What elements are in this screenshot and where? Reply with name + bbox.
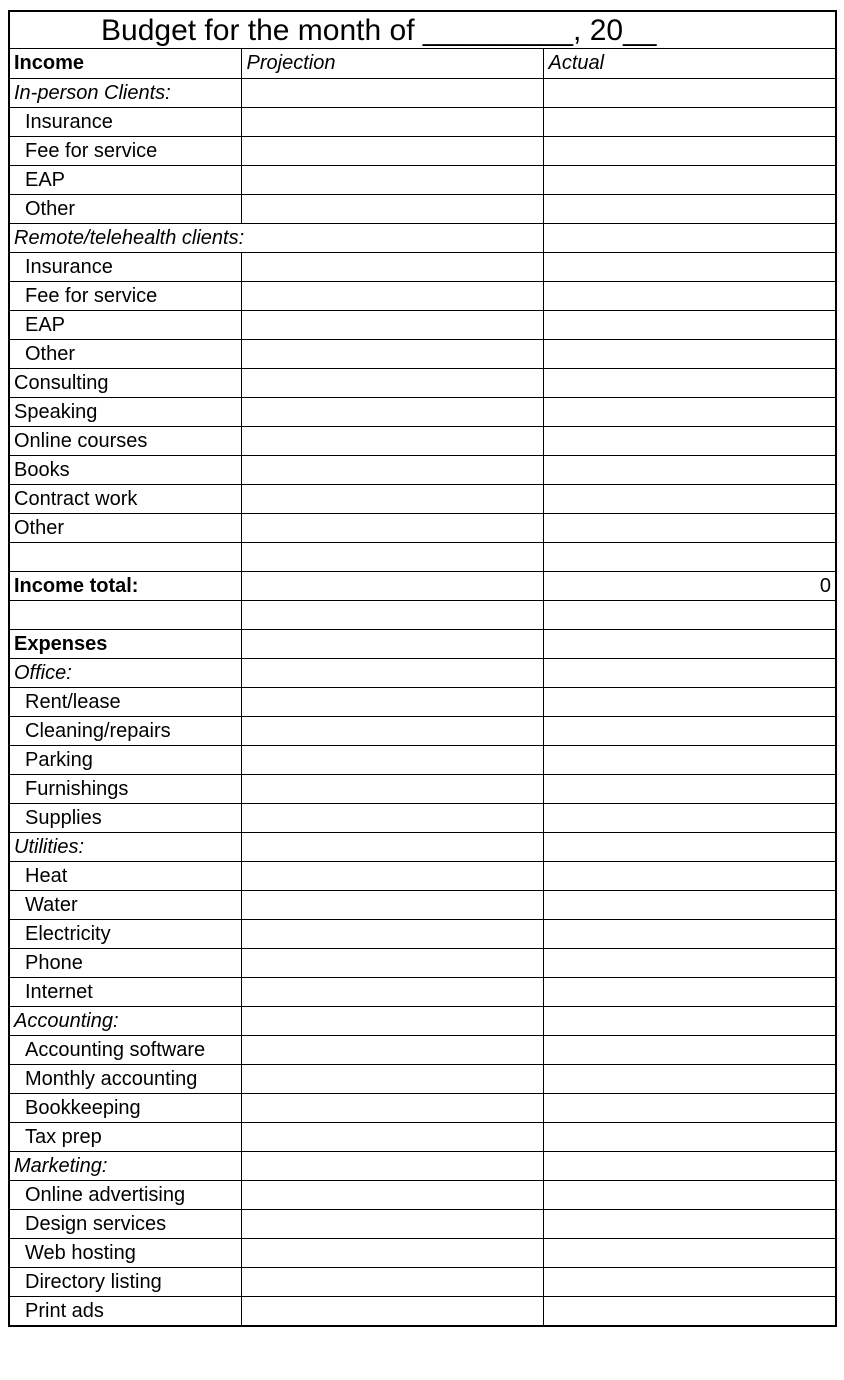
row-label: Remote/telehealth clients:	[10, 223, 241, 252]
actual-cell[interactable]	[543, 136, 835, 165]
table-row	[10, 977, 835, 1006]
projection-cell[interactable]	[241, 600, 543, 629]
projection-cell[interactable]	[241, 1151, 543, 1180]
table-row	[10, 1122, 835, 1151]
row-label: Online courses	[10, 426, 241, 455]
table-row	[10, 1006, 835, 1035]
projection-cell[interactable]	[241, 629, 543, 658]
actual-cell[interactable]	[543, 107, 835, 136]
table-row	[10, 1064, 835, 1093]
table-row	[10, 1209, 835, 1238]
row-label: Bookkeeping	[10, 1093, 241, 1122]
table-row	[10, 223, 835, 252]
table-row	[10, 687, 835, 716]
table-row	[10, 1180, 835, 1209]
projection-cell[interactable]	[241, 977, 543, 1006]
actual-cell[interactable]: 0	[543, 571, 835, 600]
row-label: Internet	[10, 977, 241, 1006]
projection-cell[interactable]	[241, 78, 543, 107]
row-label: Insurance	[10, 252, 241, 281]
projection-cell[interactable]	[241, 484, 543, 513]
row-label: Phone	[10, 948, 241, 977]
row-label: Accounting:	[10, 1006, 241, 1035]
header-projection: Projection	[241, 49, 543, 78]
projection-cell[interactable]	[241, 1093, 543, 1122]
table-row	[10, 774, 835, 803]
row-label: Marketing:	[10, 1151, 241, 1180]
projection-cell[interactable]	[241, 1035, 543, 1064]
projection-cell[interactable]	[241, 252, 543, 281]
table-row	[10, 919, 835, 948]
actual-cell[interactable]	[543, 252, 835, 281]
projection-cell[interactable]	[241, 107, 543, 136]
projection-cell[interactable]	[241, 426, 543, 455]
actual-cell[interactable]	[543, 861, 835, 890]
table-row	[10, 78, 835, 107]
row-label: Other	[10, 339, 241, 368]
projection-cell[interactable]	[241, 1122, 543, 1151]
table-row	[10, 1093, 835, 1122]
table-row	[10, 136, 835, 165]
row-label: Books	[10, 455, 241, 484]
projection-cell[interactable]	[241, 513, 543, 542]
actual-cell[interactable]	[543, 977, 835, 1006]
projection-cell[interactable]	[241, 281, 543, 310]
actual-cell[interactable]	[543, 1093, 835, 1122]
row-label: Tax prep	[10, 1122, 241, 1151]
row-label	[10, 600, 241, 629]
actual-cell[interactable]	[543, 513, 835, 542]
projection-cell[interactable]	[241, 397, 543, 426]
table-row	[10, 948, 835, 977]
row-label: Heat	[10, 861, 241, 890]
table-row	[10, 658, 835, 687]
row-label: Insurance	[10, 107, 241, 136]
projection-cell[interactable]	[241, 571, 543, 600]
actual-cell[interactable]	[543, 397, 835, 426]
row-label: Water	[10, 890, 241, 919]
table-row	[10, 310, 835, 339]
header-row	[10, 49, 835, 78]
actual-cell[interactable]	[543, 455, 835, 484]
row-label: Expenses	[10, 629, 241, 658]
row-label: Design services	[10, 1209, 241, 1238]
projection-cell[interactable]	[241, 745, 543, 774]
actual-cell[interactable]	[543, 1064, 835, 1093]
row-label: Online advertising	[10, 1180, 241, 1209]
actual-cell[interactable]	[543, 1006, 835, 1035]
actual-cell[interactable]	[543, 484, 835, 513]
row-label: Electricity	[10, 919, 241, 948]
actual-cell[interactable]	[543, 745, 835, 774]
row-label: Supplies	[10, 803, 241, 832]
projection-cell[interactable]	[241, 861, 543, 890]
table-row	[10, 281, 835, 310]
actual-cell[interactable]	[543, 281, 835, 310]
actual-cell[interactable]	[543, 948, 835, 977]
table-row	[10, 455, 835, 484]
actual-cell[interactable]	[543, 165, 835, 194]
table-row	[10, 194, 835, 223]
projection-cell[interactable]	[241, 1267, 543, 1296]
actual-cell[interactable]	[543, 1180, 835, 1209]
budget-sheet	[8, 10, 837, 1327]
actual-cell[interactable]	[543, 600, 835, 629]
row-label: Cleaning/repairs	[10, 716, 241, 745]
actual-cell[interactable]	[543, 78, 835, 107]
projection-cell[interactable]	[241, 136, 543, 165]
projection-cell[interactable]	[241, 716, 543, 745]
row-label: Office:	[10, 658, 241, 687]
projection-cell[interactable]	[241, 1180, 543, 1209]
actual-cell[interactable]	[543, 629, 835, 658]
actual-cell[interactable]	[543, 658, 835, 687]
actual-cell[interactable]	[543, 310, 835, 339]
projection-cell[interactable]	[241, 1006, 543, 1035]
actual-cell[interactable]	[543, 803, 835, 832]
header-income: Income	[10, 49, 241, 78]
projection-cell[interactable]	[241, 542, 543, 571]
actual-cell[interactable]	[543, 194, 835, 223]
actual-cell[interactable]	[543, 339, 835, 368]
table-row	[10, 1151, 835, 1180]
table-row	[10, 1035, 835, 1064]
projection-cell[interactable]	[241, 455, 543, 484]
projection-cell[interactable]	[241, 339, 543, 368]
table-row	[10, 484, 835, 513]
projection-cell[interactable]	[241, 1296, 543, 1325]
actual-cell[interactable]	[543, 1209, 835, 1238]
table-row	[10, 600, 835, 629]
actual-cell[interactable]	[543, 716, 835, 745]
actual-cell[interactable]	[543, 1267, 835, 1296]
row-label: Other	[10, 513, 241, 542]
projection-cell[interactable]	[241, 774, 543, 803]
projection-cell[interactable]	[241, 687, 543, 716]
projection-cell[interactable]	[241, 948, 543, 977]
table-row	[10, 803, 835, 832]
table-row	[10, 107, 835, 136]
table-row	[10, 426, 835, 455]
budget-table	[10, 49, 835, 1325]
projection-cell[interactable]	[241, 832, 543, 861]
row-label: Income total:	[10, 571, 241, 600]
row-label: EAP	[10, 310, 241, 339]
actual-cell[interactable]	[543, 687, 835, 716]
projection-cell[interactable]	[241, 194, 543, 223]
projection-cell[interactable]	[241, 368, 543, 397]
row-label: Print ads	[10, 1296, 241, 1325]
actual-cell[interactable]	[543, 223, 835, 252]
row-label: Rent/lease	[10, 687, 241, 716]
actual-cell[interactable]	[543, 890, 835, 919]
projection-cell[interactable]	[241, 919, 543, 948]
projection-cell[interactable]	[241, 223, 543, 252]
sheet-title: Budget for the month of _________, 20__	[10, 12, 835, 49]
table-row	[10, 397, 835, 426]
projection-cell[interactable]	[241, 803, 543, 832]
table-row	[10, 571, 835, 600]
table-row	[10, 368, 835, 397]
actual-cell[interactable]	[543, 368, 835, 397]
row-label: Monthly accounting	[10, 1064, 241, 1093]
row-label: Fee for service	[10, 136, 241, 165]
projection-cell[interactable]	[241, 1064, 543, 1093]
actual-cell[interactable]	[543, 426, 835, 455]
actual-cell[interactable]	[543, 1122, 835, 1151]
table-row	[10, 832, 835, 861]
header-actual: Actual	[548, 52, 605, 75]
projection-cell[interactable]	[241, 658, 543, 687]
row-label	[10, 542, 241, 571]
table-row	[10, 629, 835, 658]
row-label: Other	[10, 194, 241, 223]
actual-cell[interactable]	[543, 1296, 835, 1325]
projection-cell[interactable]	[241, 165, 543, 194]
row-label: Accounting software	[10, 1035, 241, 1064]
actual-cell[interactable]	[543, 832, 835, 861]
actual-cell[interactable]	[543, 919, 835, 948]
projection-cell[interactable]	[241, 310, 543, 339]
table-row	[10, 1296, 835, 1325]
row-label: Parking	[10, 745, 241, 774]
row-label: Consulting	[10, 368, 241, 397]
table-row	[10, 861, 835, 890]
row-label: Directory listing	[10, 1267, 241, 1296]
actual-cell[interactable]	[543, 1151, 835, 1180]
row-label: Contract work	[10, 484, 241, 513]
row-label: Speaking	[10, 397, 241, 426]
actual-cell[interactable]	[543, 1238, 835, 1267]
table-row	[10, 165, 835, 194]
projection-cell[interactable]	[241, 1238, 543, 1267]
table-row	[10, 252, 835, 281]
table-row	[10, 1238, 835, 1267]
row-label: Fee for service	[10, 281, 241, 310]
row-label: Furnishings	[10, 774, 241, 803]
projection-cell[interactable]	[241, 890, 543, 919]
row-label: Utilities:	[10, 832, 241, 861]
row-label: In-person Clients:	[10, 78, 241, 107]
table-row	[10, 1267, 835, 1296]
actual-cell[interactable]	[543, 1035, 835, 1064]
row-label: Web hosting	[10, 1238, 241, 1267]
table-row	[10, 745, 835, 774]
actual-cell[interactable]	[543, 774, 835, 803]
table-row	[10, 542, 835, 571]
actual-cell[interactable]	[543, 542, 835, 571]
table-row	[10, 890, 835, 919]
table-row	[10, 339, 835, 368]
row-label: EAP	[10, 165, 241, 194]
projection-cell[interactable]	[241, 1209, 543, 1238]
table-row	[10, 716, 835, 745]
table-row	[10, 513, 835, 542]
